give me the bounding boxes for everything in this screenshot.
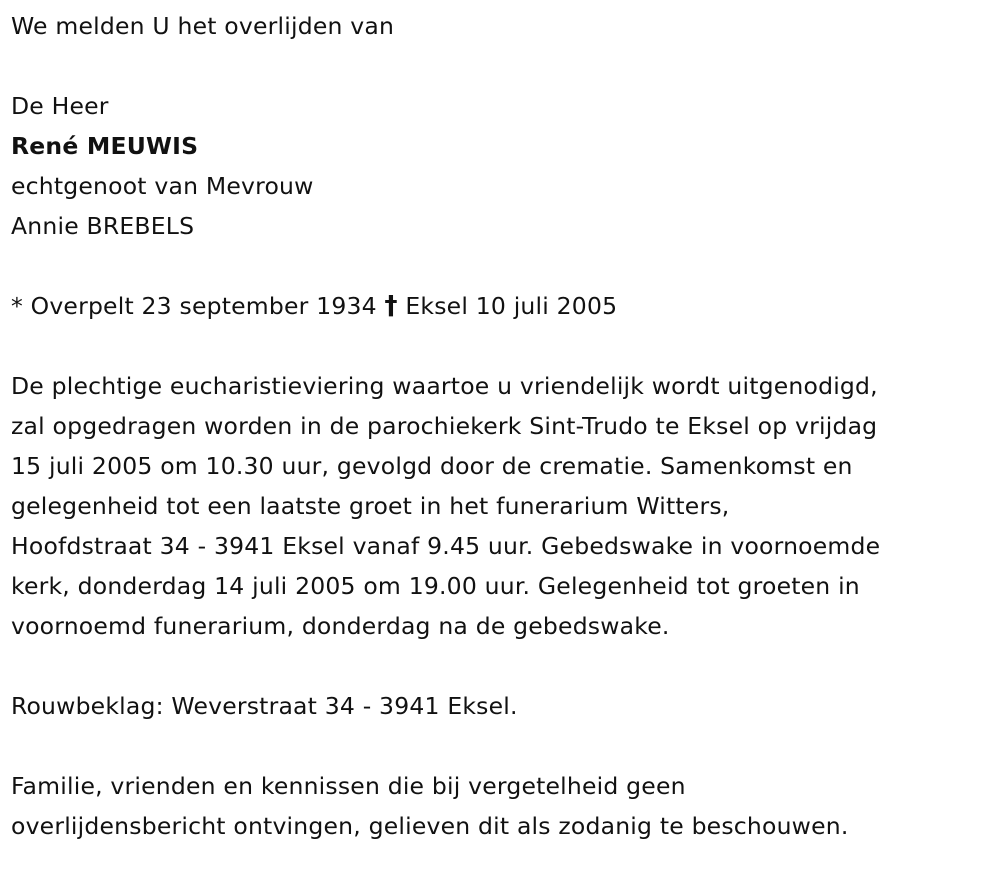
ceremony-line: kerk, donderdag 14 juli 2005 om 19.00 uur. Gelegenheid tot groeten in [11, 572, 860, 600]
honorific: De Heer [11, 92, 109, 120]
ceremony-paragraph [11, 366, 991, 646]
ceremony-line: Hoofdstraat 34 - 3941 Eksel vanaf 9.45 uur. Gebedswake in voornoemde [11, 532, 881, 560]
intro-text: We melden U het overlijden van [11, 12, 395, 40]
ceremony-line: gelegenheid tot een laatste groet in het funerarium Witters, [11, 492, 730, 520]
spouse-name: Annie BREBELS [11, 212, 195, 240]
spacer [11, 326, 991, 366]
closing-line: overlijdensbericht ontvingen, gelieven dit als zodanig te beschouwen. [11, 812, 849, 840]
spacer [11, 246, 991, 286]
spouse-label: echtgenoot van Mevrouw [11, 172, 314, 200]
condolence-address: Rouwbeklag: Weverstraat 34 - 3941 Eksel. [11, 692, 518, 720]
deceased-name: René MEUWIS [11, 132, 199, 160]
ceremony-line: 15 juli 2005 om 10.30 uur, gevolgd door de crematie. Samenkomst en [11, 452, 853, 480]
ceremony-line: zal opgedragen worden in de parochiekerk Sint-Trudo te Eksel op vrijdag [11, 412, 878, 440]
closing-line: Familie, vrienden en kennissen die bij vergetelheid geen [11, 772, 686, 800]
closing-paragraph [11, 766, 991, 846]
birth-info: * Overpelt 23 september 1934 [11, 292, 377, 320]
ceremony-line: De plechtige eucharistieviering waartoe u vriendelijk wordt uitgenodigd, [11, 372, 878, 400]
cross-icon: † [384, 291, 398, 321]
spacer [11, 46, 991, 86]
death-notice [11, 6, 991, 846]
death-info: Eksel 10 juli 2005 [405, 292, 618, 320]
ceremony-line: voornoemd funerarium, donderdag na de gebedswake. [11, 612, 670, 640]
life-dates [11, 286, 991, 326]
spacer [11, 646, 991, 686]
spacer [11, 726, 991, 766]
